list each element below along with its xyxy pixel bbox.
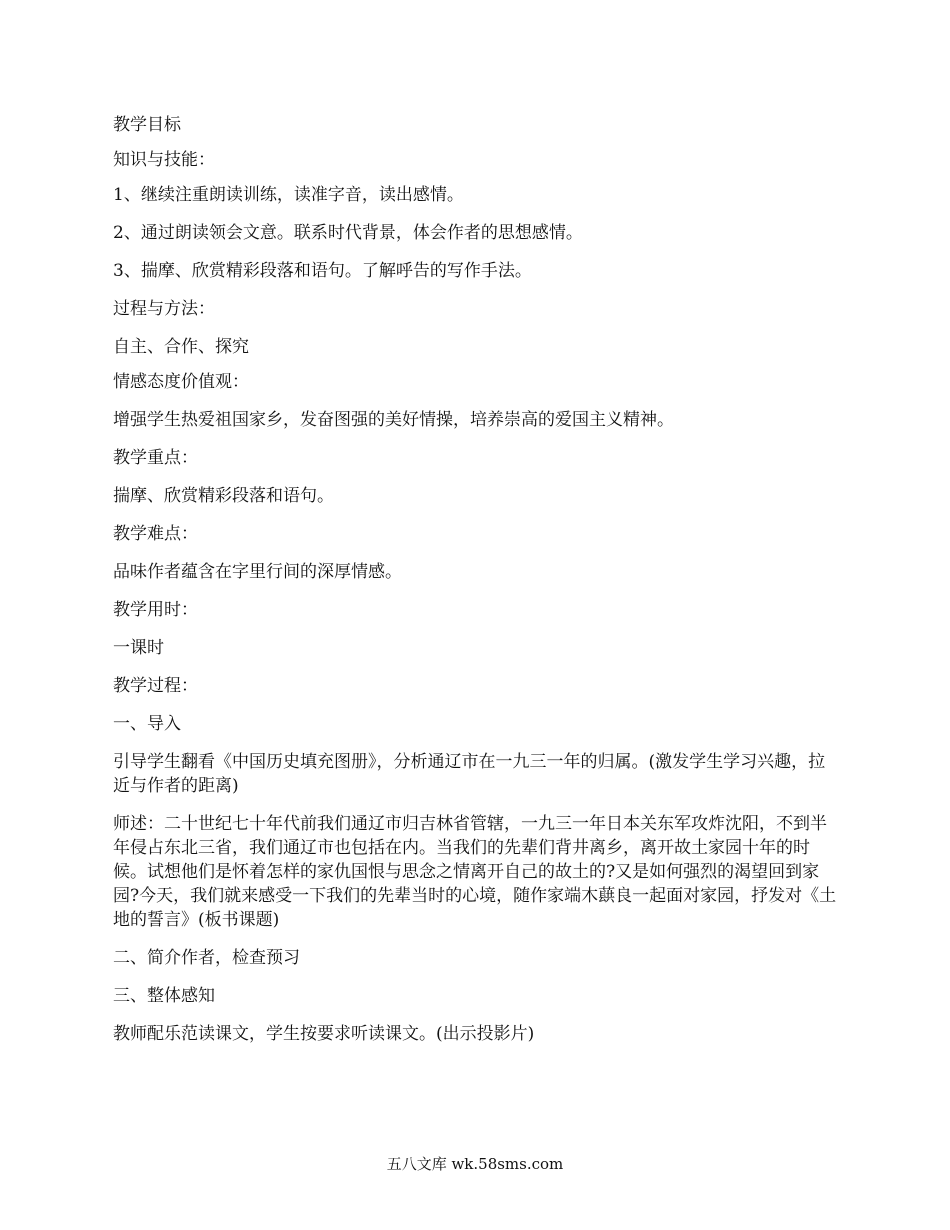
difficulties-text: 品味作者蕴含在字里行间的深厚情感。 xyxy=(113,562,402,582)
goal-item-1: 1、继续注重朗读训练，读准字音，读出感情。 xyxy=(113,185,464,205)
process-method-text: 自主、合作、探究 xyxy=(113,337,249,357)
values-text: 增强学生热爱祖国家乡，发奋图强的美好情操，培养崇高的爱国主义精神。 xyxy=(113,410,674,430)
section-author-intro: 二、简介作者，检查预习 xyxy=(113,948,300,968)
key-points-text: 揣摩、欣赏精彩段落和语句。 xyxy=(113,486,334,506)
goal-item-3: 3、揣摩、欣赏精彩段落和语句。了解呼告的写作手法。 xyxy=(113,261,532,281)
document-body xyxy=(113,113,840,1060)
heading-values: 情感态度价值观： xyxy=(113,372,249,392)
heading-teaching-time: 教学用时： xyxy=(113,600,198,620)
teaching-time-text: 一课时 xyxy=(113,638,164,658)
section-overall-perception: 三、整体感知 xyxy=(113,986,215,1006)
heading-process-method: 过程与方法： xyxy=(113,299,215,319)
introduction-guide-text: 引导学生翻看《中国历史填充图册》，分析通辽市在一九三一年的归属。(激发学生学习兴趣，拉近与作者的距离) xyxy=(113,752,826,796)
footer-watermark: 五八文库 wk.58sms.com xyxy=(386,1155,564,1173)
heading-difficulties: 教学难点： xyxy=(113,524,198,544)
goal-item-2: 2、通过朗读领会文意。联系时代背景，体会作者的思想感情。 xyxy=(113,223,583,243)
heading-knowledge-skills: 知识与技能： xyxy=(113,150,215,170)
section-introduction: 一、导入 xyxy=(113,714,181,734)
heading-teaching-goals: 教学目标 xyxy=(113,115,181,135)
heading-teaching-process: 教学过程： xyxy=(113,676,198,696)
teacher-narration-text: 师述：二十世纪七十年代前我们通辽市归吉林省管辖，一九三一年日本关东军攻炸沈阳，不到半年侵占东北三省，我们通辽市也包括在内。当我们的先辈们背井离乡，离开故土家园十年的时候。试想他们是怀着怎样的家仇国恨与思念之情离开自己的故土的?又是如何强烈的渴望回到家园?今天，我们就来感受一下我们的先辈当时的心境，随作家端木蕻良一起面对家园，抒发对《土地的誓言》(板书课题) xyxy=(113,814,837,930)
reading-instruction-text: 教师配乐范读课文，学生按要求听读课文。(出示投影片) xyxy=(113,1024,535,1044)
heading-key-points: 教学重点： xyxy=(113,448,198,468)
